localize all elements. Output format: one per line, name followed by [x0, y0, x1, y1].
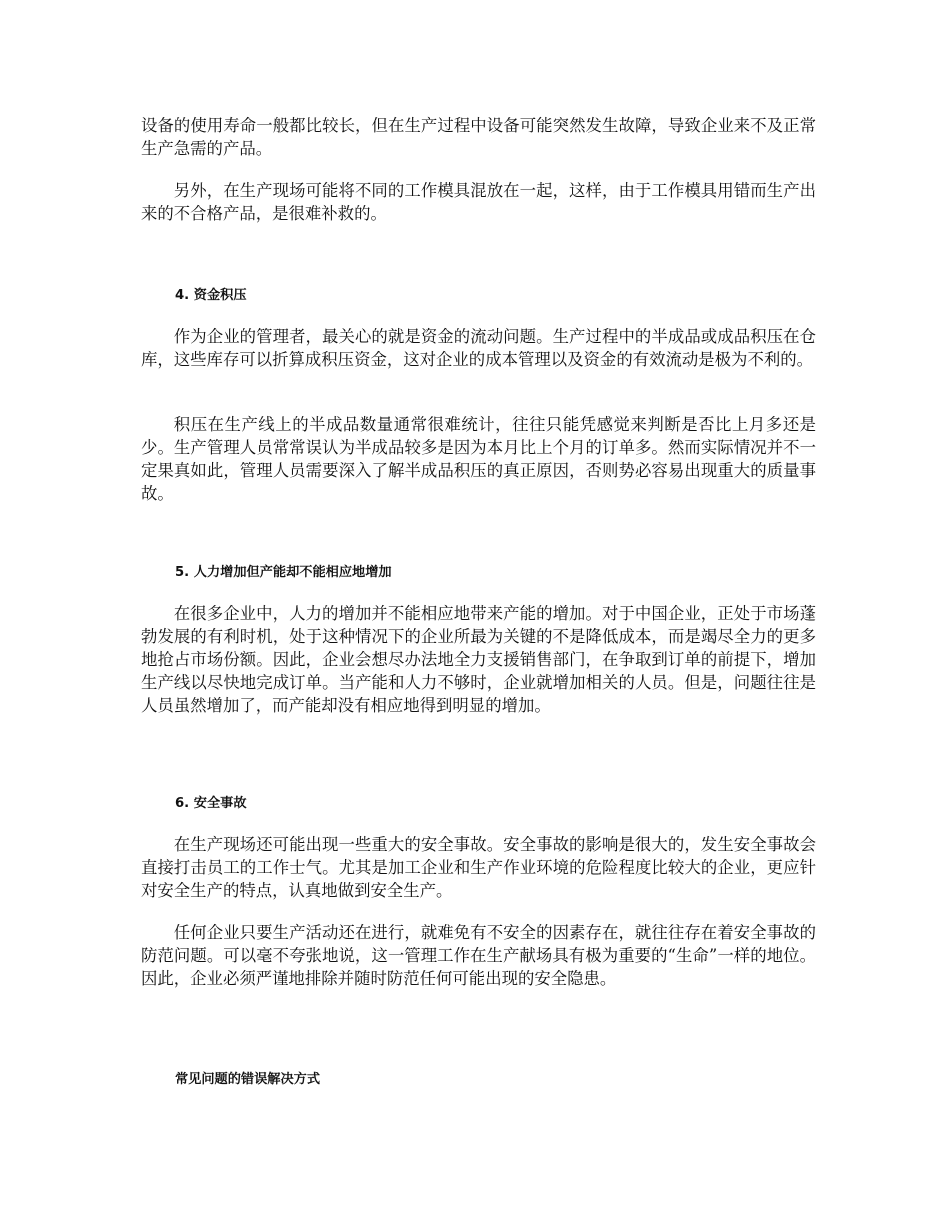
- intro-paragraph-2: 另外，在生产现场可能将不同的工作模具混放在一起，这样，由于工作模具用错而生产出来的不合格产品，是很难补救的。: [141, 181, 816, 223]
- section-4-heading: 4. 资金积压: [175, 288, 247, 303]
- section-5-heading: 5. 人力增加但产能却不能相应地增加: [175, 565, 392, 580]
- final-heading: 常见问题的错误解决方式: [175, 1072, 321, 1087]
- section-6-heading: 6. 安全事故: [175, 796, 247, 811]
- intro-paragraph-1: 设备的使用寿命一般都比较长，但在生产过程中设备可能突然发生故障，导致企业来不及正常生产急需的产品。: [141, 116, 816, 158]
- section-4-paragraph-1: 作为企业的管理者，最关心的就是资金的流动问题。生产过程中的半成品或成品积压在仓库，这些库存可以折算成积压资金，这对企业的成本管理以及资金的有效流动是极为不利的。: [141, 327, 816, 369]
- section-4-paragraph-2: 积压在生产线上的半成品数量通常很难统计，往往只能凭感觉来判断是否比上月多还是少。生产管理人员常常误认为半成品较多是因为本月比上个月的订单多。然而实际情况并不一定果真如此，管理人员需要深入了解半成品积压的真正原因，否则势必容易出现重大的质量事故。: [141, 415, 816, 503]
- section-5-paragraph-1: 在很多企业中，人力的增加并不能相应地带来产能的增加。对于中国企业，正处于市场蓬勃发展的有利时机，处于这种情况下的企业所最为关键的不是降低成本，而是竭尽全力的更多地抢占市场份额。因此，企业会想尽办法地全力支援销售部门，在争取到订单的前提下，增加生产线以尽快地完成订单。当产能和人力不够时，企业就增加相关的人员。但是，问题往往是人员虽然增加了，而产能却没有相应地得到明显的增加。: [141, 604, 816, 715]
- section-6-paragraph-2: 任何企业只要生产活动还在进行，就难免有不安全的因素存在，就往往存在着安全事故的防范问题。可以毫不夸张地说，这一管理工作在生产献场具有极为重要的“生命”一样的地位。因此，企业必须严谨地排除并随时防范任何可能出现的安全隐患。: [141, 923, 816, 988]
- section-6-paragraph-1: 在生产现场还可能出现一些重大的安全事故。安全事故的影响是很大的，发生安全事故会直接打击员工的工作士气。尤其是加工企业和生产作业环境的危险程度比较大的企业，更应针对安全生产的特点，认真地做到安全生产。: [141, 835, 816, 900]
